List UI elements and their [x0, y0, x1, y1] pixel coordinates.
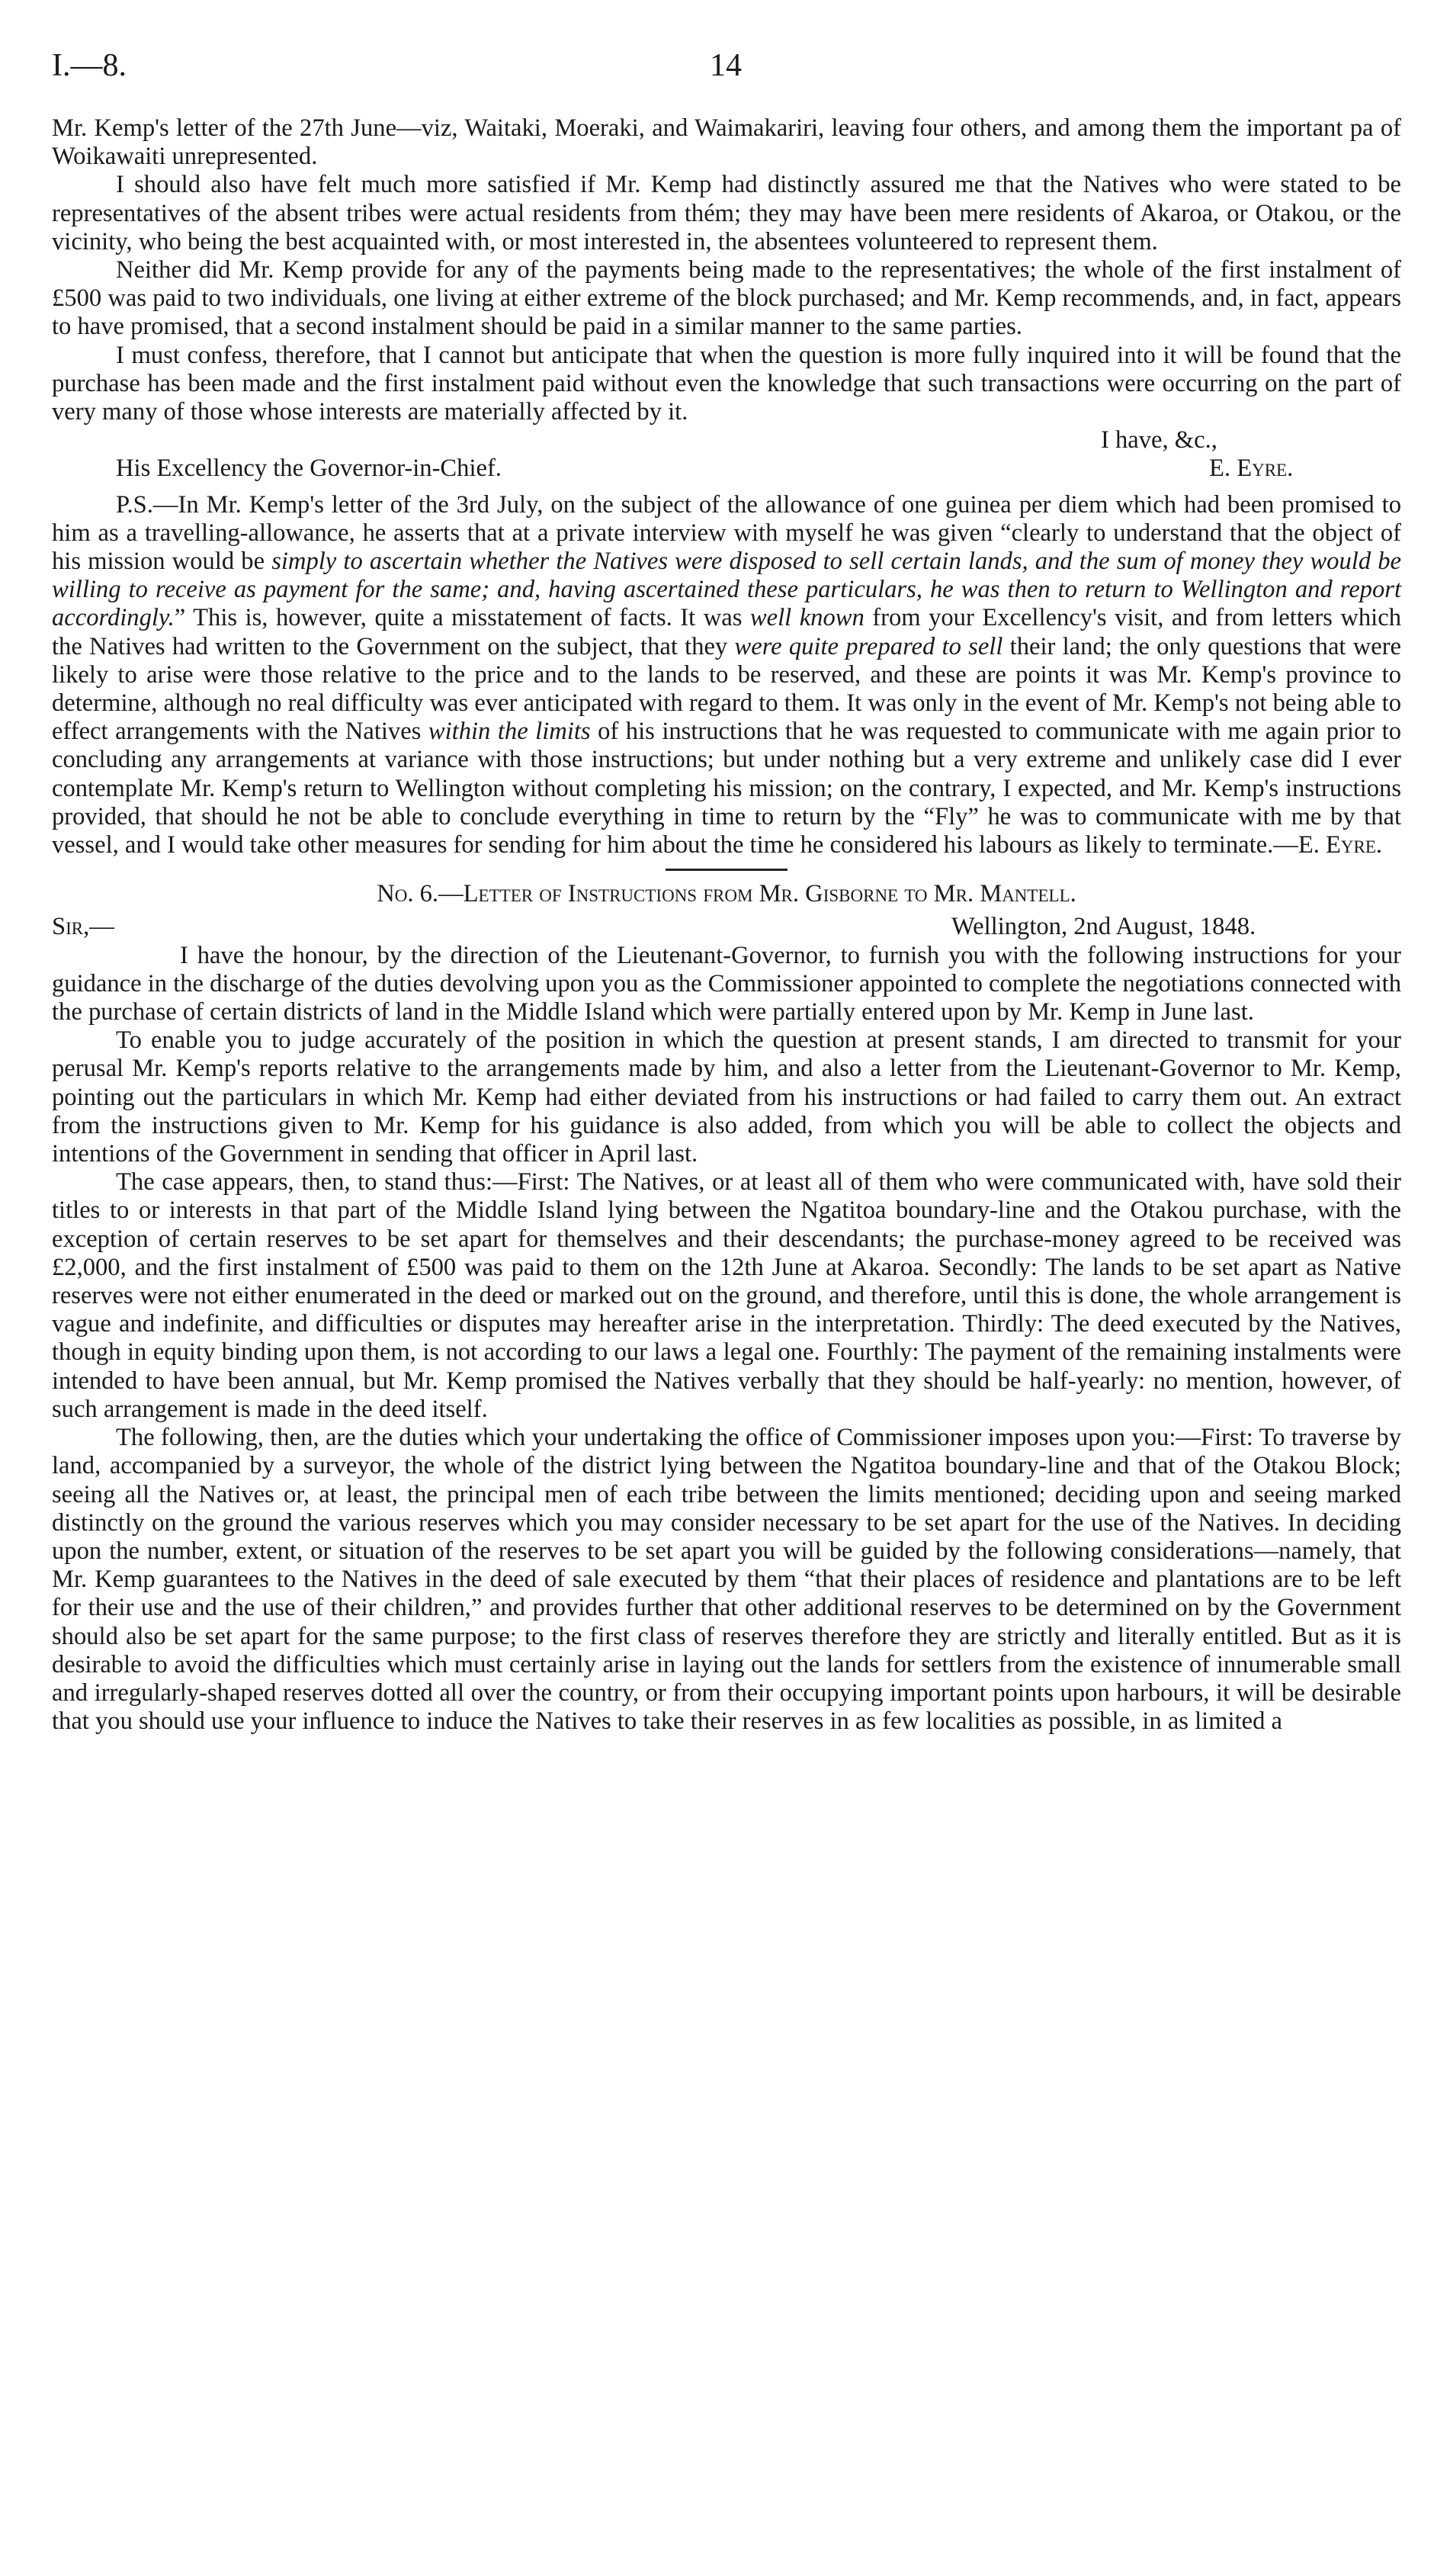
page-header — [52, 47, 1400, 93]
postscript-text: ” This is, however, quite a misstatement of facts. It was — [174, 604, 750, 632]
dateline: Wellington, 2nd August, 1848. — [951, 913, 1256, 941]
postscript-text: from your Excellency's visit, and from letters which the Natives had written to the Government on the subject, that they — [52, 604, 1401, 660]
salutation-line — [52, 913, 1401, 941]
postscript-signature: E. Eyre. — [1298, 831, 1383, 859]
paragraph: Mr. Kemp's letter of the 27th June—viz, Waitaki, Moeraki, and Waimakariri, leaving four others, and among them the important pa of Woikawaiti unrepresented. — [52, 114, 1401, 171]
postscript — [52, 491, 1401, 860]
section-heading: No. 6.—Letter of Instructions from Mr. Gisborne to Mr. Mantell. — [377, 880, 1076, 908]
paragraph: The case appears, then, to stand thus:—First: The Natives, or at least all of them who were communicated with, have sold their titles to or interests in that part of the Middle Island lying between the Ngatitoa boundary-line and the Otakou purchase, with the exception of certain reserves to be set apart for themselves and their descendants; the purchase-money agreed to be received was £2,000, and the first instalment of £500 was paid to them on the 12th June at Akaroa. Secondly: The lands to be set apart as Native reserves were not either enumerated in the deed or marked out on the ground, and therefore, until this is done, the whole arrangement is vague and indefinite, and difficulties or disputes may hereafter arise in the interpretation. Thirdly: The deed executed by the Natives, though in equity binding upon them, is not according to our laws a legal one. Fourthly: The payment of the remaining instalments were intended to have been annual, but Mr. Kemp promised the Natives verbally that they should be half-yearly: no mention, however, of such arrangement is made in the deed itself. — [52, 1168, 1401, 1423]
paragraph: The following, then, are the duties which your undertaking the office of Commissioner imposes upon you:—First: To traverse by land, accompanied by a surveyor, the whole of the district lying between the Ngatitoa boundary-line and that of the Otakou Block; seeing all the Natives or, at least, the principal men of each tribe between the limits mentioned; deciding upon and seeing marked distinctly on the ground the various reserves which you may consider necessary to be set apart for the use of the Natives. In deciding upon the number, extent, or situation of the reserves to be set apart you will be guided by the following considerations—namely, that Mr. Kemp guarantees to the Natives in the deed of sale executed by them “that their places of residence and plantations are to be left for their use and the use of their children,” and provides further that other additional reserves to be determined on by the Government should also be set apart for the same purpose; to the first class of reserves therefore they are strictly and literally entitled. But as it is desirable to avoid the difficulties which must certainly arise in laying out the lands for settlers from the existence of innumerable small and irregularly-shaped reserves dotted all over the country, or from their occupying important points upon harbours, it will be desirable that you should use your influence to induce the Natives to take their reserves in as few localities as possible, in as limited a — [52, 1424, 1401, 1736]
postscript-text: P.S.—In Mr. Kemp's letter of the 3rd July, on the subject of the allowance of one guinea per diem which had been promised to him as a travelling-allowance, he asserts that at a private interview with myself he was given “clearly to understand that the object of his mission would be — [52, 490, 1401, 576]
postscript-text: their land; the only questions that were likely to arise were those relative to the price and to the lands to be reserved, and these are points it was Mr. Kemp's province to determine, although no real difficulty was ever anticipated with regard to them. It was only in the event of Mr. Kemp's not being able to effect arrangements with the Natives — [52, 632, 1402, 746]
paragraph: I must confess, therefore, that I cannot but anticipate that when the question is more fully inquired into it will be found that the purchase has been made and the first instalment paid without even the knowledge that such transactions were occurring on the part of very many of those whose interests are materially affected by it. — [52, 341, 1401, 426]
document-reference: I.—8. — [52, 48, 127, 83]
paragraph: To enable you to judge accurately of the position in which the question at present stands, I am directed to transmit for your perusal Mr. Kemp's reports relative to the arrangements made by him, and also a letter from the Lieutenant-Governor to Mr. Kemp, pointing out the particulars in which Mr. Kemp had either deviated from his instructions or had failed to carry them out. An extract from the instructions given to Mr. Kemp for his guidance is also added, from which you will be able to collect the objects and intentions of the Government in sending that officer in April last. — [52, 1026, 1401, 1168]
paragraph: Neither did Mr. Kemp provide for any of the payments being made to the representatives; the whole of the first instalment of £500 was paid to two individuals, one living at either extreme of the block purchased; and Mr. Kemp recommends, and, in fact, appears to have promised, that a second instalment should be paid in a similar manner to the same parties. — [52, 256, 1401, 341]
document-body — [52, 114, 1401, 1736]
letter-addressee: His Excellency the Governor-in-Chief. — [116, 454, 502, 483]
salutation: Sir,— — [52, 913, 114, 941]
paragraph: I should also have felt much more satisfied if Mr. Kemp had distinctly assured me that the Natives who were stated to be representatives of the absent tribes were actual residents from thém; they may have been mere residents of Akaroa, or Otakou, or the vicinity, who being the best acquainted with, or most interested in, the absentees volunteered to represent them. — [52, 171, 1401, 255]
postscript-text: of his instructions that he was requested to communicate with me again prior to concluding any arrangements at variance with those instructions; but under nothing but a very extreme and unlikely case did I ever contemplate Mr. Kemp's return to Wellington without completing his mission; on the contrary, I expected, and Mr. Kemp's instructions provided, that should he not be able to conclude everything in time to return by the “Fly” he was to communicate with me by that vessel, and I would take other measures for sending for him about the time he considered his labours as likely to terminate.— — [52, 718, 1401, 859]
closing-line — [52, 426, 1401, 454]
postscript-emphasis: within the limits — [428, 718, 591, 746]
postscript-emphasis: were quite prepared to sell — [734, 632, 1003, 660]
letter-closing: I have, &c., — [1101, 426, 1217, 454]
page-number: 14 — [710, 48, 742, 83]
letter-signature: E. Eyre. — [1209, 454, 1294, 483]
postscript-emphasis: well known — [749, 604, 865, 632]
paragraph: I have the honour, by the direction of the Lieutenant-Governor, to furnish you with the following instructions for your guidance in the discharge of the duties devolving upon you as the Commissioner appointed to complete the negotiations connected with the purchase of certain districts of land in the Middle Island which were partially entered upon by Mr. Kemp in June last. — [52, 941, 1401, 1026]
postscript-quote: simply to ascertain whether the Natives were disposed to sell certain lands, and the sum of money they would be willing to receive as payment for the same; and, having ascertained these particulars, he was then to return to Wellington and report accordingly. — [52, 548, 1401, 632]
addressee-line — [52, 454, 1401, 483]
section-divider — [666, 869, 788, 871]
